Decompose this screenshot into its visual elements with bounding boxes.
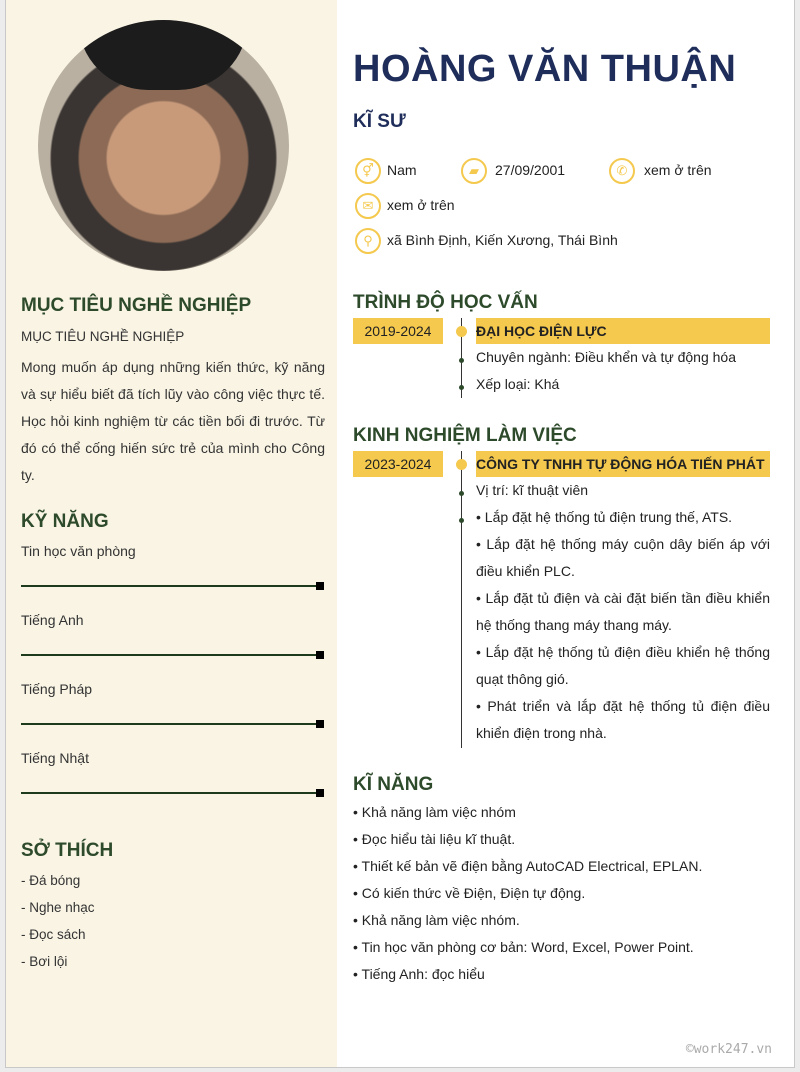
education-school: ĐẠI HỌC ĐIỆN LỰC [476, 318, 770, 344]
education-line: Xếp loại: Khá [476, 376, 560, 392]
skill-item: • Tiếng Anh: đọc hiểu [353, 966, 485, 982]
email-value: xem ở trên [387, 197, 455, 213]
hobbies-heading: SỞ THÍCH [21, 840, 114, 861]
experience-line: • Phát triển và lắp đặt hệ thống tủ điện điều khiển điện trong nhà. [476, 698, 770, 741]
skill-bar [21, 654, 321, 656]
education-heading: TRÌNH ĐỘ HỌC VẤN [353, 292, 538, 313]
job-title: KĨ SƯ [353, 111, 406, 132]
gender-icon: ⚥ [355, 158, 381, 184]
objective-heading: MỤC TIÊU NGHỀ NGHIỆP [21, 295, 252, 316]
timeline-dot [459, 358, 464, 363]
hobby-item: - Nghe nhạc [21, 900, 95, 915]
address-value: xã Bình Định, Kiến Xương, Thái Bình [387, 232, 618, 248]
education-line: Chuyên ngành: Điều khển và tự động hóa [476, 349, 737, 365]
experience-date: 2023-2024 [353, 451, 443, 477]
timeline-dot [459, 385, 464, 390]
timeline-dot [459, 491, 464, 496]
skill-item: • Đọc hiểu tài liệu kĩ thuật. [353, 831, 516, 847]
skills-right-heading: KĨ NĂNG [353, 774, 434, 795]
experience-line: • Lắp đặt hệ thống máy cuộn dây biến áp với điều khiển PLC. [476, 536, 770, 579]
timeline-dot [456, 459, 467, 470]
profile-photo [38, 20, 289, 271]
phone-value: xem ở trên [644, 162, 712, 178]
email-icon: ✉ [355, 193, 381, 219]
skill-bar [21, 792, 321, 794]
objective-subheading: MỤC TIÊU NGHỀ NGHIỆP [21, 329, 185, 344]
skill-item: • Có kiến thức về Điện, Điện tự động. [353, 885, 586, 901]
hobby-item: - Bơi lội [21, 954, 68, 969]
education-date: 2019-2024 [353, 318, 443, 344]
skill-item: • Khả năng làm việc nhóm [353, 804, 516, 820]
skill-item: • Tin học văn phòng cơ bản: Word, Excel, Power Point. [353, 939, 694, 955]
skill-label: Tiếng Nhật [21, 750, 89, 766]
skill-label: Tiếng Anh [21, 612, 84, 628]
experience-line: • Lắp đặt hệ thống tủ điện trung thế, ATS. [476, 509, 733, 525]
timeline-dot [456, 326, 467, 337]
experience-line: • Lắp đặt hệ thống tủ điện điều khiển hệ thống quạt thông gió. [476, 644, 770, 687]
hobby-item: - Đọc sách [21, 927, 86, 942]
full-name: HOÀNG VĂN THUẬN [353, 48, 737, 90]
skill-label: Tin học văn phòng [21, 543, 136, 559]
experience-company: CÔNG TY TNHH TỰ ĐỘNG HÓA TIẾN PHÁT [476, 451, 770, 477]
birthday-cake-icon: ▰ [461, 158, 487, 184]
watermark: ©work247.vn [685, 1042, 772, 1057]
skills-left-heading: KỸ NĂNG [21, 511, 109, 532]
skill-item: • Thiết kế bản vẽ điện bằng AutoCAD Electrical, EPLAN. [353, 858, 703, 874]
skill-label: Tiếng Pháp [21, 681, 93, 697]
skill-bar [21, 585, 321, 587]
experience-line: • Lắp đặt tủ điện và cài đặt biến tần điều khiển hệ thống thang máy thang máy. [476, 590, 770, 633]
timeline-dot [459, 518, 464, 523]
experience-heading: KINH NGHIỆM LÀM VIỆC [353, 425, 577, 446]
hobby-item: - Đá bóng [21, 873, 81, 888]
skill-bar [21, 723, 321, 725]
gender-value: Nam [387, 162, 417, 178]
phone-icon: ✆ [609, 158, 635, 184]
skill-item: • Khả năng làm việc nhóm. [353, 912, 520, 928]
objective-text: Mong muốn áp dụng những kiến thức, kỹ năng và sự hiểu biết đã tích lũy vào công việc thực tế. Học hỏi kinh nghiệm từ các tiền bối đi trước. Từ đó có thể cống hiến sức trẻ của mình cho Công ty. [21, 359, 325, 483]
map-pin-icon: ⚲ [355, 228, 381, 254]
birthday-value: 27/09/2001 [495, 162, 566, 178]
experience-line: Vị trí: kĩ thuật viên [476, 482, 589, 498]
